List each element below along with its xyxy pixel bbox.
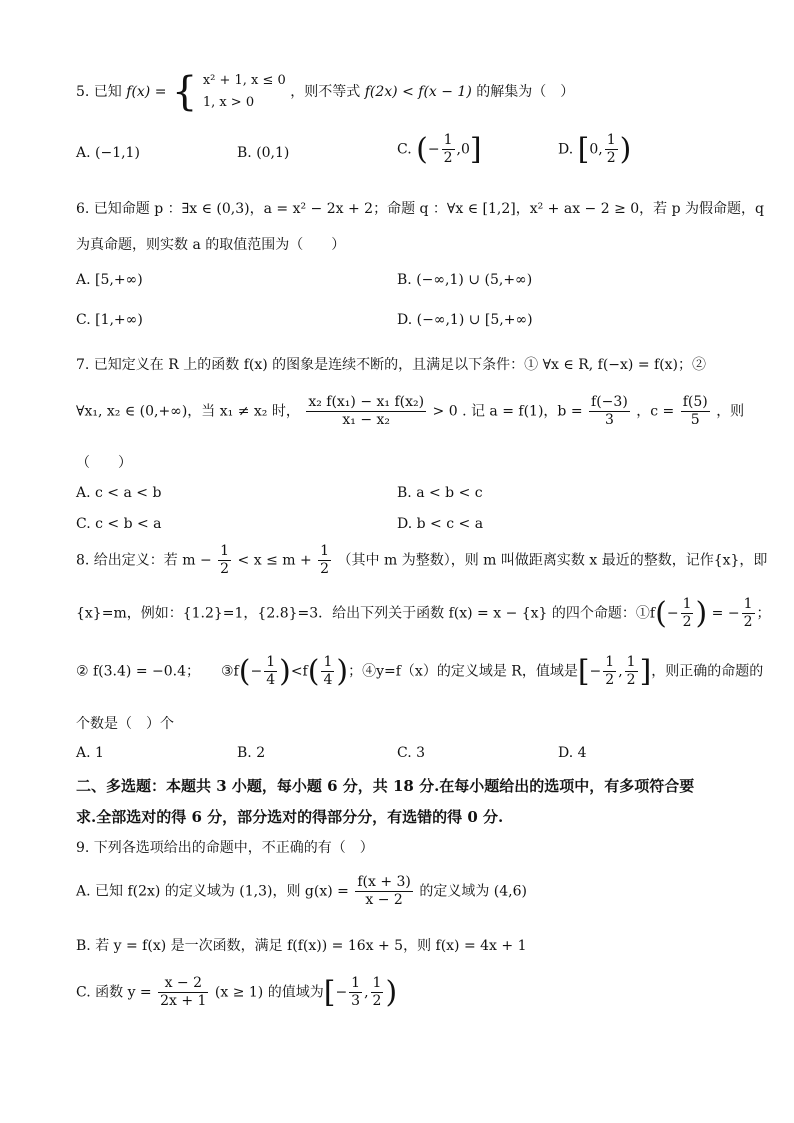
bracket-left-icon: [ [323,975,336,1010]
q9-option-b[interactable]: B. 若 y = f(x) 是一次函数，满足 f(f(x)) = 16x + 5，则 f(x) = 4x + 1 [76,938,527,954]
q6-option-c[interactable]: C. [1,+∞) [76,312,143,328]
bracket-right-icon: ) [619,132,632,167]
frac-num: 1 [606,132,616,148]
frac-num: 1 [605,654,615,670]
q5-option-c[interactable] [397,132,482,167]
q9-option-c[interactable] [76,975,397,1010]
frac-den: 2 [743,614,753,630]
frac-num: f(x + 3) [357,874,411,890]
q8-text-i: ；④y=f（x）的定义域是 R，值域是 [348,663,578,680]
frac-num: 1 [443,132,453,148]
q8-line4: 个数是（ ）个 [76,716,174,732]
q7-option-c[interactable]: C. c < b < a [76,516,162,532]
q8-option-a[interactable]: A. 1 [76,745,104,761]
q7-text-b: > 0 . 记 a = f(1)，b = [432,403,583,420]
q5-c-frac [442,132,455,167]
q9-a-text: A. 已知 f(2x) 的定义域为 (1,3)，则 g(x) = [76,883,349,900]
q8-neg-half [681,596,694,631]
q8-neg-quarter [264,654,277,689]
q5-c-zero: ,0 [456,141,470,158]
frac-den: x₁ − x₂ [342,412,391,428]
q7-line1: 7. 已知定义在 R 上的函数 f(x) 的图象是连续不断的，且满足以下条件：① ∀x ∈ R, f(−x) = f(x)；② [76,357,707,373]
frac-den: 4 [266,672,276,688]
q8-text-e: = − [711,605,740,622]
bracket-right-icon: ] [469,132,482,167]
frac-num: 1 [626,654,636,670]
q9-c-text: C. 函数 y = [76,984,152,1001]
q8-half-frac [218,543,231,578]
frac-num: 1 [372,975,382,991]
q5-text-b: ，则不等式 [290,84,361,100]
q9-a-text-b: 的定义域为 (4,6) [419,883,527,900]
section2-heading-line1: 二、多选题：本题共 3 小题，每小题 6 分，共 18 分.在每小题给出的选项中，有多项符合要 [76,777,695,795]
q5-case1: x² + 1, x ≤ 0 [202,73,286,88]
frac-num: 1 [682,596,692,612]
q8-option-c[interactable]: C. 3 [397,745,426,761]
minus-sign: − [427,141,440,158]
q6-option-d[interactable]: D. (−∞,1) ∪ [5,+∞) [397,312,533,328]
q9-c-text-b: (x ≥ 1) 的值域为 [214,984,324,1001]
minus-sign: − [335,984,348,1001]
comma: , [364,984,369,1001]
frac-den: 2x + 1 [160,993,207,1009]
q7-main-frac [306,394,426,429]
q6-line1: 6. 已知命题 p ：∃x ∈ (0,3)，a = x² − 2x + 2；命题 q ：∀x ∈ [1,2]，x² + ax − 2 ≥ 0，若 p 为假命题，q [76,201,765,217]
frac-den: 2 [443,150,453,166]
frac-num: x − 2 [158,975,208,993]
q5-option-d-label: D. [558,141,574,158]
q5-d-frac [605,132,618,167]
q5-case2: 1, x > 0 [202,95,255,110]
q5-text-a: 5. 已知 [76,84,122,100]
q9-c-frac [158,975,208,1010]
frac-num: 1 [320,543,330,559]
frac-den: 2 [220,561,230,577]
q9-c-range-hi [371,975,384,1010]
q5-stem [76,70,574,114]
q5-option-d[interactable] [558,132,631,167]
q8-text-c: （其中 m 为整数），则 m 叫做距离实数 x 最近的整数，记作{x}，即 [337,552,768,569]
q9-c-range-lo [349,975,362,1010]
q8-line2 [76,596,771,631]
frac-num: x₂ f(x₁) − x₁ f(x₂) [308,394,425,410]
frac-num: f(−3) [591,394,628,410]
q7-option-d[interactable]: D. b < c < a [397,516,484,532]
q9-stem: 9. 下列各选项给出的命题中，不正确的有（ ） [76,840,374,856]
frac-num: 1 [351,975,361,991]
bracket-left-icon: [ [577,132,590,167]
frac-num: 1 [743,596,753,612]
frac-den: x − 2 [365,892,403,908]
q8-text-d: {x}=m，例如：{1.2}=1，{2.8}=3．给出下列关于函数 f(x) = x − {x} 的四个命题：①f [76,605,656,622]
q9-option-a[interactable] [76,874,527,909]
q6-option-a[interactable]: A. [5,+∞) [76,272,143,288]
paren-left-icon: ( [238,654,251,689]
q7-option-a[interactable]: A. c < a < b [76,485,162,501]
q5-fx: f(x) = [126,84,167,100]
q8-quarter [321,654,334,689]
comma: , [618,663,623,680]
q8-option-b[interactable]: B. 2 [237,745,266,761]
q8-text-j: ，则正确的命题的 [651,663,764,680]
minus-sign: − [666,605,679,622]
q8-text-h: <f [290,663,308,680]
q9-a-frac [355,874,413,909]
q8-half-frac-3 [742,596,755,631]
bracket-left-icon: ( [416,132,428,167]
q5-text-c: 的解集为（ ） [476,84,575,100]
q5-d-zero: 0, [589,141,603,158]
section2-heading-line2: 求.全部选对的得 6 分，部分选对的得部分分，有选错的得 0 分. [76,808,504,826]
frac-num: 1 [266,654,276,670]
paren-right-icon: ) [695,596,708,631]
brace-icon: { [171,69,198,115]
q6-line2: 为真命题，则实数 a 的取值范围为（ ） [76,237,346,253]
q8-line3 [76,654,763,689]
frac-den: 4 [323,672,333,688]
paren-right-icon: ) [279,654,291,689]
paren-right-icon: ) [336,654,349,689]
minus-sign: − [589,663,602,680]
q8-range-hi [625,654,638,689]
q8-range-lo [603,654,616,689]
minus-sign: − [250,663,263,680]
q7-text-c: ，c = [636,403,675,420]
q5-option-b[interactable]: B. (0,1) [237,145,290,161]
bracket-left-icon: [ [577,654,590,689]
q8-text-b: < x ≤ m + [237,552,312,569]
paren-left-icon: ( [655,596,667,631]
frac-den: 2 [626,672,636,688]
frac-den: 2 [606,150,616,166]
bracket-right-icon: ] [639,654,652,689]
frac-den: 5 [690,412,700,428]
q7-line2 [76,394,744,429]
frac-den: 3 [351,993,361,1009]
frac-den: 2 [320,561,330,577]
q6-option-b[interactable]: B. (−∞,1) ∪ (5,+∞) [397,272,533,288]
q5-ineq: f(2x) < f(x − 1) [364,84,472,100]
frac-den: 3 [604,412,614,428]
frac-num: f(5) [682,394,708,410]
q7-text-a: ∀x₁, x₂ ∈ (0,+∞)，当 x₁ ≠ x₂ 时， [76,403,300,420]
q8-option-d[interactable]: D. 4 [558,745,587,761]
q7-option-b[interactable]: B. a < b < c [397,485,483,501]
q8-text-g: ② f(3.4) = −0.4； ③f [76,663,239,680]
frac-den: 2 [682,614,692,630]
q5-option-c-label: C. [397,141,412,158]
q8-half-frac-2 [318,543,331,578]
q7-text-d: ，则 [716,403,745,420]
q5-option-a[interactable]: A. (−1,1) [76,145,140,161]
paren-right-icon: ) [385,975,398,1010]
q7-b-frac [589,394,630,429]
frac-num: 1 [323,654,333,670]
frac-num: 1 [220,543,230,559]
frac-den: 2 [605,672,615,688]
paren-left-icon: ( [307,654,320,689]
q7-c-frac [681,394,710,429]
q8-text-a: 8. 给出定义：若 m − [76,552,212,569]
q8-text-f: ； [756,605,771,622]
q8-line1 [76,543,767,578]
q7-line3: （ ） [76,455,132,471]
q5-cases [203,70,286,114]
frac-den: 2 [372,993,382,1009]
